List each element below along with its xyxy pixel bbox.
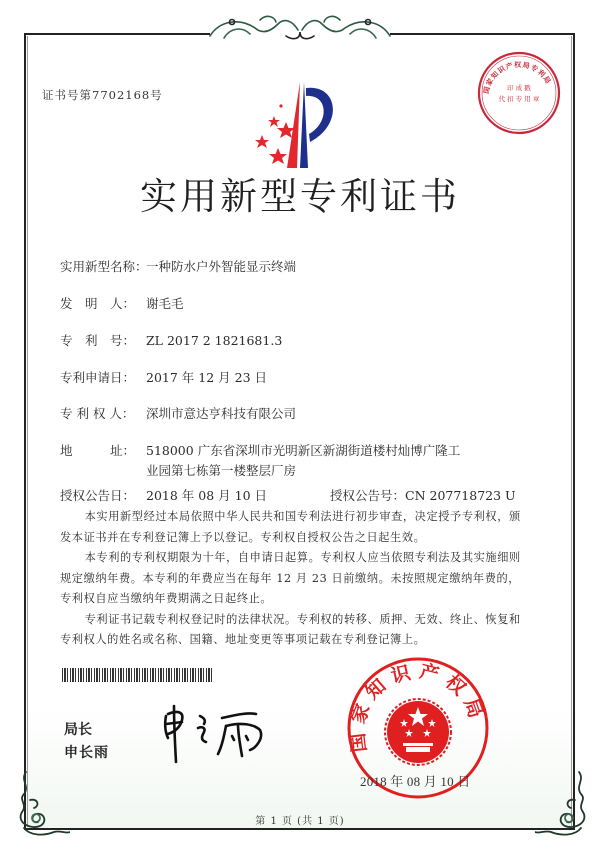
address-line-1: 518000 广东省深圳市光明新区新湖街道楼村灿博广隆工 bbox=[146, 443, 461, 458]
director-name: 申长雨 bbox=[64, 745, 109, 761]
svg-text:国家知识产权局: 国家知识产权局 bbox=[345, 660, 490, 754]
scroll-ornament-icon bbox=[10, 770, 70, 840]
body-paragraph: 本实用新型经过本局依照中华人民共和国专利法进行初步审查，决定授予专利权，颁发本证书并在专利登记簿上予以登记。专利权自授权公告之日起生效。 bbox=[60, 510, 521, 544]
barcode bbox=[62, 668, 214, 682]
scroll-ornament-icon bbox=[200, 10, 400, 46]
field-value: ZL 2017 2 1821681.3 bbox=[146, 333, 283, 348]
field-value: 谢毛毛 bbox=[146, 296, 184, 311]
agency-seal bbox=[476, 50, 562, 136]
field-value: 2017 年 12 月 23 日 bbox=[146, 370, 267, 385]
top-ornament bbox=[200, 10, 400, 46]
corner-ornament-bottom-left bbox=[10, 770, 70, 840]
field-patentee bbox=[60, 404, 296, 422]
body-paragraph: 本专利的专利权期限为十年，自申请日起算。专利权人应当依照专利法及其实施细则规定缴纳年费。本专利的年费应当在每年 12 月 23 日前缴纳。未按照规定缴纳年费的，专利权自应当缴纳年费期满之日起终止。 bbox=[60, 551, 521, 605]
cnipa-logo bbox=[248, 80, 348, 170]
certificate-title: 实用新型专利证书 bbox=[140, 175, 460, 218]
field-label: 地 址： bbox=[60, 443, 136, 458]
field-label: 专利申请日： bbox=[60, 370, 136, 385]
director-signature bbox=[160, 700, 270, 770]
field-grant-date bbox=[60, 488, 267, 503]
certificate-number: 证书号第7702168号 bbox=[42, 88, 163, 102]
patent-office-logo-icon bbox=[248, 80, 348, 170]
page-number-footer: 第 1 页 (共 1 页) bbox=[255, 816, 345, 827]
body-paragraph: 专利证书记载专利权登记时的法律状况。专利权的转移、质押、无效、终止、恢复和专利权人的姓名或名称、国籍、地址变更等事项记载在专利登记簿上。 bbox=[60, 612, 521, 646]
field-label: 发 明 人： bbox=[60, 296, 136, 311]
scroll-ornament-icon bbox=[535, 770, 595, 840]
field-label: 实用新型名称： bbox=[60, 259, 148, 274]
field-inventor bbox=[60, 294, 184, 312]
certificate-body bbox=[60, 507, 530, 651]
field-address bbox=[60, 441, 506, 481]
signature-icon bbox=[160, 700, 270, 770]
grant-announcement-row bbox=[60, 486, 530, 504]
field-label: 授权公告号： bbox=[330, 488, 406, 503]
field-value: 深圳市意达亨科技有限公司 bbox=[146, 406, 297, 421]
field-value bbox=[146, 441, 506, 481]
seal-date: 2018 年 08 月 10 日 bbox=[360, 774, 471, 789]
field-value: 一种防水户外智能显示终端 bbox=[146, 259, 297, 274]
round-seal-icon bbox=[476, 50, 562, 136]
field-value: CN 207718723 U bbox=[405, 488, 516, 503]
field-label: 专 利 权 人： bbox=[60, 406, 135, 421]
svg-text:印 成 戳: 印 成 戳 bbox=[507, 84, 531, 92]
field-label: 授权公告日： bbox=[60, 488, 136, 503]
svg-text:国家知识产权局专利局: 国家知识产权局专利局 bbox=[482, 60, 553, 95]
director-title: 局长 bbox=[64, 722, 92, 738]
field-application-date bbox=[60, 368, 267, 386]
corner-ornament-bottom-right bbox=[535, 770, 595, 840]
field-utility-model-name bbox=[60, 257, 296, 275]
svg-text:代 扣 专 用 章: 代 扣 专 用 章 bbox=[498, 95, 540, 103]
field-label: 专 利 号： bbox=[60, 333, 136, 348]
field-grant-number bbox=[330, 486, 516, 504]
address-line-2: 业园第七栋第一楼整层厂房 bbox=[146, 463, 297, 478]
field-patent-number bbox=[60, 331, 282, 349]
field-value: 2018 年 08 月 10 日 bbox=[146, 488, 267, 503]
